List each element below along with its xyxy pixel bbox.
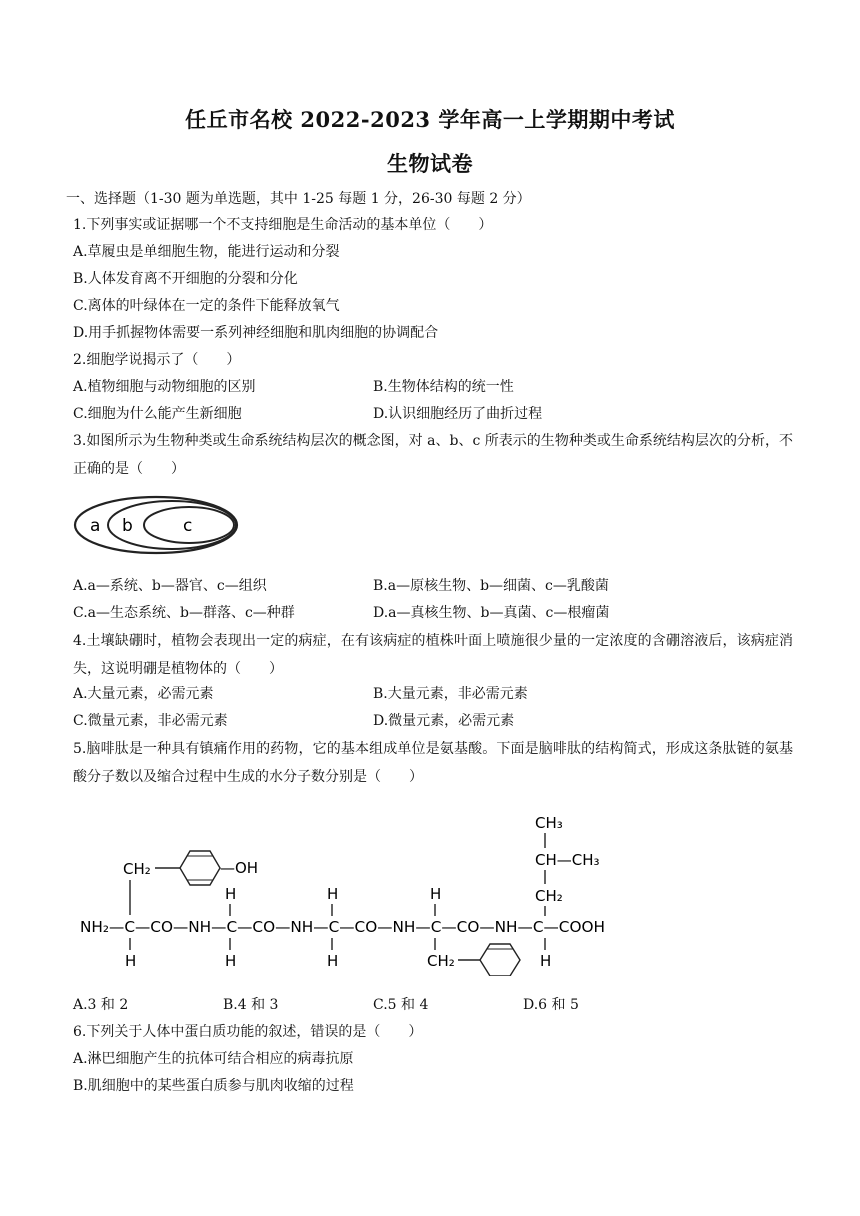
q4-option-c: C.微量元素，非必需元素 (73, 713, 228, 729)
q3-option-b: B.a—原核生物、b—细菌、c—乳酸菌 (373, 578, 609, 594)
q3-option-c: C.a—生态系统、b—群落、c—种群 (73, 605, 295, 621)
label-a: a (90, 516, 101, 536)
q1-stem: 1.下列事实或证据哪一个不支持细胞是生命活动的基本单位（ ） (73, 217, 493, 233)
ch3-top: CH₃ (535, 814, 563, 832)
ch2-bottom: CH₂ (427, 952, 455, 970)
exam-subtitle: 生物试卷 (387, 151, 473, 176)
ch2-right: CH₂ (535, 887, 563, 905)
h-bottom-3: H (327, 952, 339, 970)
q4-stem: 4.土壤缺硼时，植物会表现出一定的病症，在有该病症的植株叶面上喷施很少量的一定浓度的含硼溶液后，该病症消失，这说明硼是植物体的（ ） (73, 633, 793, 677)
q2-stem: 2.细胞学说揭示了（ ） (73, 352, 241, 368)
q6-stem: 6.下列关于人体中蛋白质功能的叙述，错误的是（ ） (73, 1024, 423, 1040)
h-bottom-1: H (125, 952, 137, 970)
h-bottom-2: H (225, 952, 237, 970)
q2-option-b: B.生物体结构的统一性 (373, 379, 514, 395)
q5-option-a: A.3 和 2 (73, 997, 129, 1013)
q2-option-c: C.细胞为什么能产生新细胞 (73, 406, 242, 422)
q3-option-a: A.a—系统、b—器官、c—组织 (73, 578, 267, 594)
q1-option-a: A.草履虫是单细胞生物，能进行运动和分裂 (73, 244, 340, 260)
label-c: c (183, 516, 193, 536)
q1-option-d: D.用手抓握物体需要一系列神经细胞和肌肉细胞的协调配合 (73, 325, 439, 341)
q6-option-a: A.淋巴细胞产生的抗体可结合相应的病毒抗原 (73, 1051, 354, 1067)
h-top-3: H (327, 885, 339, 903)
q4-option-d: D.微量元素，必需元素 (373, 713, 515, 729)
h-bottom-5: H (540, 952, 552, 970)
ch-ch3: CH—CH₃ (535, 851, 600, 869)
q2-option-a: A.植物细胞与动物细胞的区别 (73, 379, 256, 395)
concept-diagram (72, 492, 242, 558)
q5-option-c: C.5 和 4 (373, 997, 429, 1013)
q4-option-a: A.大量元素，必需元素 (73, 686, 214, 702)
h-top-2: H (225, 885, 237, 903)
enkephalin-structure (75, 808, 615, 976)
q3-option-d: D.a—真核生物、b—真菌、c—根瘤菌 (373, 605, 610, 621)
exam-title: 任丘市名校 2022-2023 学年高一上学期期中考试 (185, 107, 675, 132)
q6-option-b: B.肌细胞中的某些蛋白质参与肌肉收缩的过程 (73, 1078, 354, 1094)
label-b: b (122, 516, 133, 536)
h-top-4: H (430, 885, 442, 903)
q1-option-b: B.人体发育离不开细胞的分裂和分化 (73, 271, 298, 287)
q1-option-c: C.离体的叶绿体在一定的条件下能释放氧气 (73, 298, 340, 314)
q4-option-b: B.大量元素，非必需元素 (373, 686, 528, 702)
q3-stem: 3.如图所示为生物种类或生命系统结构层次的概念图，对 a、b、c 所表示的生物种类或生命系统结构层次的分析，不正确的是（ ） (73, 433, 793, 477)
main-chain: NH₂—C—CO—NH—C—CO—NH—C—CO—NH—C—CO—NH—C—COOH (80, 918, 605, 936)
oh-group: —OH (220, 859, 259, 877)
q5-option-d: D.6 和 5 (523, 997, 579, 1013)
section-heading: 一、选择题（1-30 题为单选题，其中 1-25 每题 1 分，26-30 每题 2 分） (66, 191, 531, 207)
ch2-left: CH₂ (123, 860, 151, 878)
q2-option-d: D.认识细胞经历了曲折过程 (373, 406, 543, 422)
q5-option-b: B.4 和 3 (223, 997, 279, 1013)
q5-stem: 5.脑啡肽是一种具有镇痛作用的药物，它的基本组成单位是氨基酸。下面是脑啡肽的结构简式，形成这条肽链的氨基酸分子数以及缩合过程中生成的水分子数分别是（ ） (73, 741, 793, 785)
